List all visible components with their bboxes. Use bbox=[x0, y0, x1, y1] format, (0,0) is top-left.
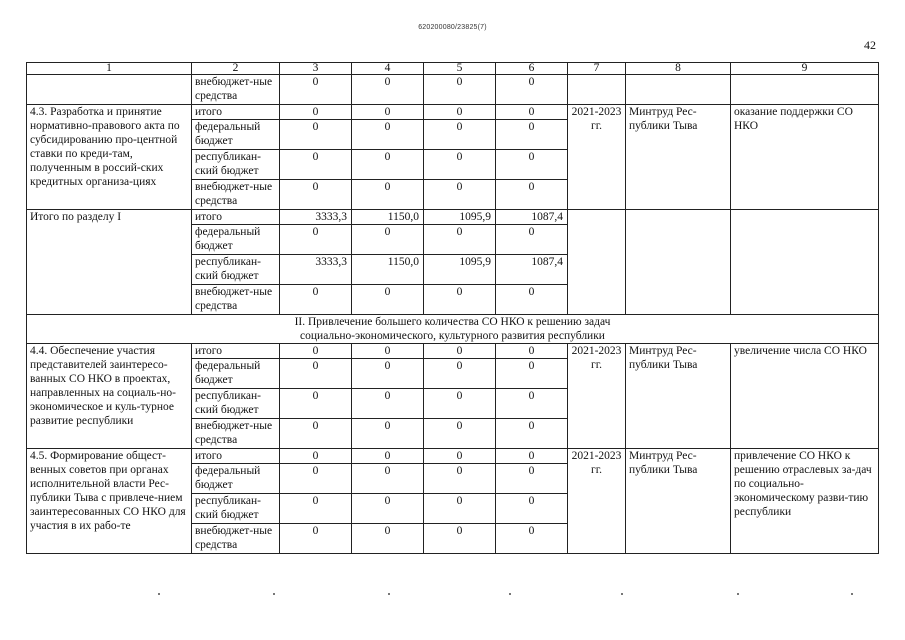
page-number: 42 bbox=[864, 38, 876, 52]
funding-source-cell: итого bbox=[192, 105, 280, 120]
funding-source-cell: итого bbox=[192, 449, 280, 464]
funding-source-cell: внебюджет-ные средства bbox=[192, 75, 280, 105]
value-cell: 0 bbox=[424, 120, 496, 150]
column-number: 6 bbox=[496, 63, 568, 75]
value-cell: 0 bbox=[280, 344, 352, 359]
value-cell: 0 bbox=[352, 344, 424, 359]
value-cell: 1150,0 bbox=[352, 210, 424, 225]
column-number: 3 bbox=[280, 63, 352, 75]
period-cell: 2021-2023 гг. bbox=[568, 344, 626, 449]
value-cell: 0 bbox=[352, 494, 424, 524]
table-row bbox=[27, 344, 879, 359]
value-cell: 0 bbox=[496, 464, 568, 494]
measures-table bbox=[26, 62, 879, 554]
value-cell: 0 bbox=[424, 285, 496, 315]
funding-source-cell: федеральный бюджет bbox=[192, 225, 280, 255]
value-cell: 0 bbox=[280, 285, 352, 315]
funding-source-cell: внебюджет-ные средства bbox=[192, 180, 280, 210]
value-cell: 0 bbox=[496, 449, 568, 464]
value-cell: 0 bbox=[352, 120, 424, 150]
table-body bbox=[27, 63, 879, 554]
funding-source-cell: республикан-ский бюджет bbox=[192, 494, 280, 524]
value-cell: 0 bbox=[280, 464, 352, 494]
value-cell: 0 bbox=[352, 105, 424, 120]
measure-name-cell: 4.4. Обеспечение участия представителей заинтересо-ванных СО НКО в проектах, направленных на социаль-но-экономическое и куль-турное развитие республики bbox=[27, 344, 192, 449]
table-row bbox=[27, 210, 879, 225]
value-cell: 0 bbox=[352, 359, 424, 389]
column-number-row bbox=[27, 63, 879, 75]
funding-source-cell: внебюджет-ные средства bbox=[192, 524, 280, 554]
funding-source-cell: внебюджет-ные средства bbox=[192, 285, 280, 315]
funding-source-cell: итого bbox=[192, 344, 280, 359]
period-cell bbox=[568, 75, 626, 105]
funding-source-cell: федеральный бюджет bbox=[192, 359, 280, 389]
funding-source-cell: республикан-ский бюджет bbox=[192, 389, 280, 419]
value-cell: 0 bbox=[424, 494, 496, 524]
executor-cell bbox=[626, 210, 731, 315]
table-row bbox=[27, 449, 879, 464]
value-cell: 0 bbox=[352, 75, 424, 105]
funding-source-cell: республикан-ский бюджет bbox=[192, 150, 280, 180]
value-cell: 0 bbox=[352, 225, 424, 255]
value-cell: 0 bbox=[280, 75, 352, 105]
period-cell: 2021-2023 гг. bbox=[568, 105, 626, 210]
value-cell: 0 bbox=[496, 285, 568, 315]
column-number: 4 bbox=[352, 63, 424, 75]
value-cell: 1150,0 bbox=[352, 255, 424, 285]
table-row bbox=[27, 75, 879, 105]
column-number: 5 bbox=[424, 63, 496, 75]
value-cell: 0 bbox=[352, 449, 424, 464]
section-header-row bbox=[27, 315, 879, 344]
executor-cell bbox=[626, 75, 731, 105]
value-cell: 0 bbox=[496, 494, 568, 524]
value-cell: 0 bbox=[424, 180, 496, 210]
executor-cell: Минтруд Рес-публики Тыва bbox=[626, 344, 731, 449]
value-cell: 0 bbox=[496, 75, 568, 105]
scan-artifacts bbox=[0, 593, 905, 597]
value-cell: 0 bbox=[424, 389, 496, 419]
executor-cell: Минтруд Рес-публики Тыва bbox=[626, 105, 731, 210]
value-cell: 1095,9 bbox=[424, 210, 496, 225]
value-cell: 3333,3 bbox=[280, 255, 352, 285]
value-cell: 0 bbox=[352, 524, 424, 554]
value-cell: 0 bbox=[280, 225, 352, 255]
result-cell: привлечение СО НКО к решению отраслевых за-дач по социально-экономическому разви-тию республики bbox=[731, 449, 879, 554]
value-cell: 0 bbox=[496, 150, 568, 180]
value-cell: 0 bbox=[352, 419, 424, 449]
value-cell: 1087,4 bbox=[496, 210, 568, 225]
period-cell bbox=[568, 210, 626, 315]
funding-source-cell: федеральный бюджет bbox=[192, 120, 280, 150]
value-cell: 0 bbox=[352, 464, 424, 494]
value-cell: 0 bbox=[496, 419, 568, 449]
value-cell: 0 bbox=[496, 524, 568, 554]
value-cell: 0 bbox=[280, 120, 352, 150]
section-title: II. Привлечение большего количества СО НКО к решению задач социально-экономического, культурного развития республики bbox=[27, 315, 879, 344]
result-cell: оказание поддержки СО НКО bbox=[731, 105, 879, 210]
value-cell: 0 bbox=[496, 344, 568, 359]
measure-name-cell: Итого по разделу I bbox=[27, 210, 192, 315]
result-cell bbox=[731, 75, 879, 105]
value-cell: 0 bbox=[424, 344, 496, 359]
value-cell: 0 bbox=[496, 225, 568, 255]
value-cell: 0 bbox=[496, 359, 568, 389]
funding-source-cell: итого bbox=[192, 210, 280, 225]
value-cell: 0 bbox=[424, 225, 496, 255]
value-cell: 0 bbox=[352, 180, 424, 210]
measure-name-cell: 4.5. Формирование общест-венных советов при органах исполнительной власти Рес-публики Тыва с привлече-нием заинтересованных СО НКО для участия в их рабо-те bbox=[27, 449, 192, 554]
executor-cell: Минтруд Рес-публики Тыва bbox=[626, 449, 731, 554]
value-cell: 0 bbox=[496, 180, 568, 210]
value-cell: 0 bbox=[496, 120, 568, 150]
value-cell: 0 bbox=[424, 419, 496, 449]
value-cell: 0 bbox=[424, 464, 496, 494]
period-cell: 2021-2023 гг. bbox=[568, 449, 626, 554]
value-cell: 1095,9 bbox=[424, 255, 496, 285]
value-cell: 0 bbox=[424, 105, 496, 120]
value-cell: 1087,4 bbox=[496, 255, 568, 285]
value-cell: 0 bbox=[352, 389, 424, 419]
document-id: 620200080/23825(7) bbox=[418, 24, 487, 31]
value-cell: 0 bbox=[424, 359, 496, 389]
value-cell: 3333,3 bbox=[280, 210, 352, 225]
table-row bbox=[27, 105, 879, 120]
value-cell: 0 bbox=[352, 150, 424, 180]
result-cell: увеличение числа СО НКО bbox=[731, 344, 879, 449]
value-cell: 0 bbox=[280, 359, 352, 389]
value-cell: 0 bbox=[280, 419, 352, 449]
funding-source-cell: федеральный бюджет bbox=[192, 464, 280, 494]
funding-source-cell: внебюджет-ные средства bbox=[192, 419, 280, 449]
column-number: 8 bbox=[626, 63, 731, 75]
column-number: 1 bbox=[27, 63, 192, 75]
column-number: 2 bbox=[192, 63, 280, 75]
value-cell: 0 bbox=[280, 180, 352, 210]
measure-name-cell bbox=[27, 75, 192, 105]
result-cell bbox=[731, 210, 879, 315]
value-cell: 0 bbox=[496, 105, 568, 120]
value-cell: 0 bbox=[424, 150, 496, 180]
measure-name-cell: 4.3. Разработка и принятие нормативно-правового акта по субсидированию про-центной ставки по креди-там, полученным в россий-ских кредитных организа-циях bbox=[27, 105, 192, 210]
value-cell: 0 bbox=[280, 524, 352, 554]
value-cell: 0 bbox=[280, 150, 352, 180]
value-cell: 0 bbox=[280, 105, 352, 120]
funding-source-cell: республикан-ский бюджет bbox=[192, 255, 280, 285]
value-cell: 0 bbox=[280, 389, 352, 419]
value-cell: 0 bbox=[496, 389, 568, 419]
value-cell: 0 bbox=[280, 449, 352, 464]
column-number: 7 bbox=[568, 63, 626, 75]
value-cell: 0 bbox=[352, 285, 424, 315]
value-cell: 0 bbox=[280, 494, 352, 524]
value-cell: 0 bbox=[424, 524, 496, 554]
value-cell: 0 bbox=[424, 75, 496, 105]
column-number: 9 bbox=[731, 63, 879, 75]
value-cell: 0 bbox=[424, 449, 496, 464]
